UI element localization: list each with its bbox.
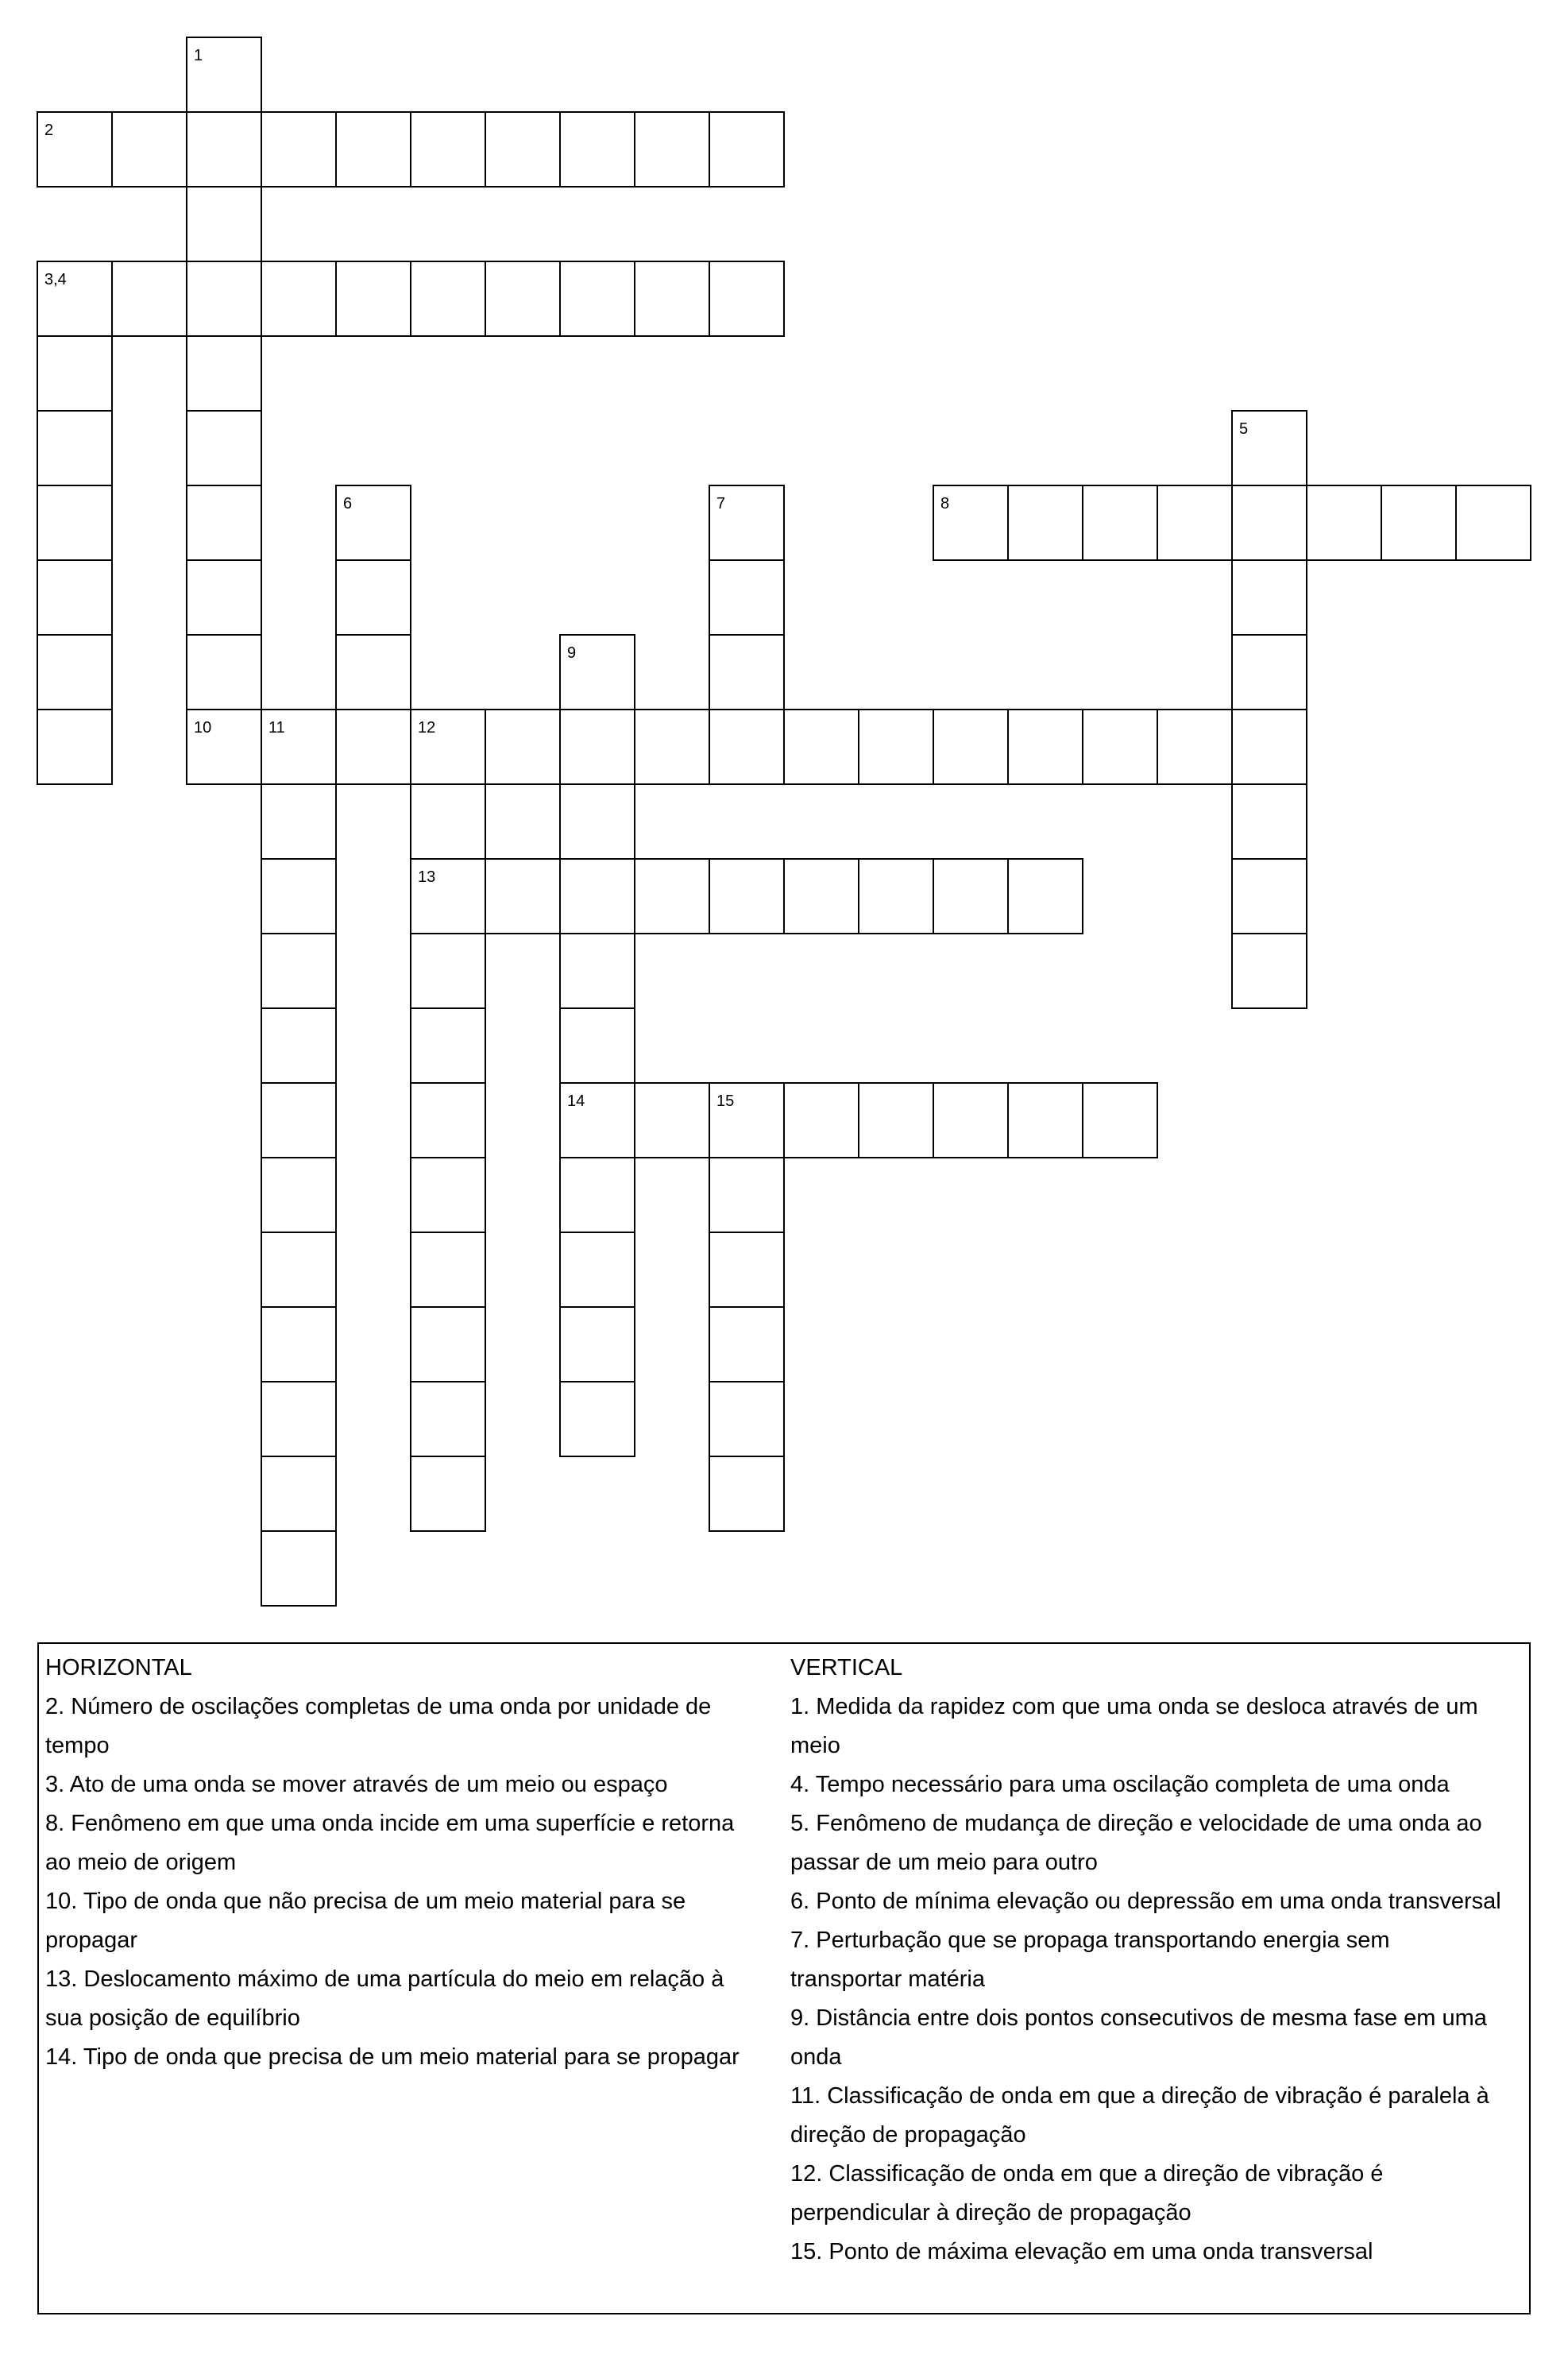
clue-horizontal-2	[45, 1688, 784, 1765]
clue-number: 11.	[790, 2083, 821, 2109]
grid-cell[interactable]	[37, 560, 112, 635]
grid-cell[interactable]	[261, 1232, 336, 1307]
clue-line	[45, 1688, 784, 1727]
clue-line	[790, 2155, 1527, 2194]
clue-text: Fenômeno em que uma onda incide em uma superfície e retorna	[71, 1811, 735, 1836]
grid-cell[interactable]	[1083, 485, 1157, 560]
clue-text: Fenômeno de mudança de direção e velocidade de uma onda ao	[816, 1811, 1482, 1836]
clue-line	[45, 1882, 784, 1921]
clue-vertical-9	[790, 1999, 1527, 2077]
grid-cell[interactable]	[411, 1307, 485, 1382]
grid-cell[interactable]	[261, 859, 336, 934]
grid-cell[interactable]	[261, 1382, 336, 1456]
clue-vertical-5	[790, 1804, 1527, 1882]
grid-cell[interactable]	[709, 1232, 784, 1307]
grid-cell[interactable]	[560, 112, 635, 187]
grid-cell[interactable]	[933, 710, 1008, 784]
clue-text: Deslocamento máximo de uma partícula do meio em relação à	[83, 1966, 724, 1992]
grid-cell[interactable]	[411, 1232, 485, 1307]
grid-cell[interactable]	[1232, 784, 1307, 859]
grid-cell[interactable]	[1381, 485, 1456, 560]
grid-cell[interactable]	[709, 1382, 784, 1456]
clue-line	[790, 1804, 1527, 1843]
grid-cell[interactable]	[336, 635, 411, 710]
clue-vertical-15	[790, 2233, 1527, 2272]
grid-cell[interactable]	[261, 1008, 336, 1083]
grid-cell[interactable]	[635, 261, 709, 336]
clue-vertical-11	[790, 2077, 1527, 2155]
grid-cell[interactable]	[784, 859, 859, 934]
clue-text: passar de um meio para outro	[790, 1850, 1098, 1875]
grid-cell[interactable]	[37, 485, 112, 560]
grid-cell[interactable]	[1083, 710, 1157, 784]
grid-cell[interactable]	[709, 635, 784, 710]
grid-cell[interactable]	[485, 859, 560, 934]
grid-cell[interactable]	[709, 261, 784, 336]
grid-cell[interactable]	[411, 1456, 485, 1531]
grid-cell[interactable]	[187, 336, 261, 411]
grid-cell[interactable]	[709, 1158, 784, 1232]
clue-line	[790, 2077, 1527, 2116]
clue-text: Distância entre dois pontos consecutivos de mesma fase em uma	[816, 2005, 1487, 2031]
grid-cell[interactable]	[411, 261, 485, 336]
clue-number: 1.	[790, 1694, 810, 1719]
grid-cell[interactable]	[1232, 934, 1307, 1008]
clue-horizontal-14	[45, 2038, 784, 2077]
grid-cell[interactable]	[1232, 485, 1307, 560]
grid-cell[interactable]	[560, 859, 635, 934]
clue-vertical-4	[790, 1765, 1527, 1804]
cell-number: 10	[194, 719, 212, 737]
grid-cell[interactable]	[560, 261, 635, 336]
clue-text: Perturbação que se propaga transportando energia sem	[816, 1928, 1390, 1953]
clue-number: 2.	[45, 1694, 65, 1719]
grid-cell[interactable]	[37, 411, 112, 485]
clue-text: perpendicular à direção de propagação	[790, 2200, 1191, 2225]
clue-number: 6.	[790, 1889, 810, 1914]
grid-cell[interactable]	[1232, 859, 1307, 934]
clue-text: propagar	[45, 1928, 138, 1953]
grid-cell[interactable]	[411, 1083, 485, 1158]
grid-cell[interactable]	[485, 710, 560, 784]
clue-line	[45, 2038, 784, 2077]
grid-cell[interactable]	[261, 112, 336, 187]
clue-number: 10.	[45, 1889, 78, 1914]
grid-cell[interactable]	[1307, 485, 1381, 560]
grid-cell[interactable]	[411, 1382, 485, 1456]
grid-cell[interactable]	[560, 784, 635, 859]
grid-cell[interactable]	[187, 261, 261, 336]
clue-line	[790, 2233, 1527, 2272]
clue-number: 8.	[45, 1811, 65, 1836]
grid-cell[interactable]	[261, 1531, 336, 1606]
clue-number: 14.	[45, 2044, 78, 2070]
clue-text: Medida da rapidez com que uma onda se desloca através de um	[816, 1694, 1478, 1719]
grid-cell[interactable]	[635, 1083, 709, 1158]
grid-cell[interactable]	[560, 1232, 635, 1307]
clue-number: 7.	[790, 1928, 810, 1953]
grid-cell[interactable]	[560, 1158, 635, 1232]
cell-number: 2	[44, 122, 54, 139]
grid-cell[interactable]	[709, 859, 784, 934]
clue-text: Tipo de onda que precisa de um meio material para se propagar	[83, 2044, 740, 2070]
clue-text: Ato de uma onda se mover através de um meio ou espaço	[69, 1772, 668, 1797]
grid-cell[interactable]	[1083, 1083, 1157, 1158]
grid-cell[interactable]	[1008, 710, 1083, 784]
vertical-heading: VERTICAL	[790, 1655, 903, 1680]
grid-cell[interactable]	[187, 635, 261, 710]
clue-horizontal-10	[45, 1882, 784, 1960]
grid-cell[interactable]	[560, 710, 635, 784]
clue-text: Número de oscilações completas de uma onda por unidade de	[71, 1694, 712, 1719]
clue-number: 15.	[790, 2239, 823, 2264]
cell-number: 9	[567, 644, 577, 662]
clue-line	[790, 1765, 1527, 1804]
clue-text: sua posição de equilíbrio	[45, 2005, 300, 2031]
clue-vertical-6	[790, 1882, 1527, 1921]
grid-cell[interactable]	[37, 336, 112, 411]
horizontal-heading: HORIZONTAL	[45, 1655, 192, 1680]
cell-number: 12	[418, 719, 436, 737]
grid-cell[interactable]	[1008, 1083, 1083, 1158]
grid-cell[interactable]	[560, 1008, 635, 1083]
grid-cell[interactable]	[560, 1307, 635, 1382]
cell-number: 8	[940, 495, 950, 512]
grid-cell[interactable]	[336, 560, 411, 635]
clue-horizontal-3	[45, 1765, 784, 1804]
grid-cell[interactable]	[261, 1158, 336, 1232]
grid-cell[interactable]	[1232, 710, 1307, 784]
clue-line	[45, 1765, 784, 1804]
horizontal-clues	[45, 1649, 784, 2077]
grid-cell[interactable]	[635, 859, 709, 934]
clue-number: 13.	[45, 1966, 78, 1992]
clue-text: meio	[790, 1733, 840, 1758]
grid-cell[interactable]	[261, 1083, 336, 1158]
grid-cell[interactable]	[485, 112, 560, 187]
grid-cell[interactable]	[187, 112, 261, 187]
clue-number: 5.	[790, 1811, 810, 1836]
grid-cell[interactable]	[485, 261, 560, 336]
grid-cell[interactable]	[859, 859, 933, 934]
grid-cell[interactable]	[411, 1008, 485, 1083]
grid-cell[interactable]	[635, 710, 709, 784]
clue-text: Classificação de onda em que a direção de vibração é paralela à	[827, 2083, 1489, 2109]
vertical-clues	[790, 1649, 1527, 2272]
grid-cell[interactable]	[635, 112, 709, 187]
grid-cell[interactable]	[859, 710, 933, 784]
cell-number: 15	[716, 1092, 735, 1110]
grid-cell[interactable]	[933, 859, 1008, 934]
clue-vertical-1	[790, 1688, 1527, 1765]
grid-cell[interactable]	[261, 934, 336, 1008]
clue-number: 4.	[790, 1772, 810, 1797]
grid-cell[interactable]	[1008, 485, 1083, 560]
grid-cell[interactable]	[1232, 560, 1307, 635]
clue-text: tempo	[45, 1733, 110, 1758]
clue-line	[45, 1960, 784, 1999]
grid-cell[interactable]	[112, 112, 187, 187]
clue-number: 9.	[790, 2005, 810, 2031]
clue-line	[790, 1999, 1527, 2038]
clue-line	[45, 1804, 784, 1843]
grid-cell[interactable]	[1157, 485, 1232, 560]
grid-cell[interactable]	[784, 710, 859, 784]
grid-cell[interactable]	[709, 560, 784, 635]
grid-cell[interactable]	[709, 1307, 784, 1382]
clue-horizontal-13	[45, 1960, 784, 2038]
grid-cell[interactable]	[336, 710, 411, 784]
grid-cell[interactable]	[261, 261, 336, 336]
grid-cell[interactable]	[261, 1456, 336, 1531]
grid-cell[interactable]	[411, 934, 485, 1008]
clue-text: direção de propagação	[790, 2122, 1026, 2148]
clue-number: 3.	[45, 1772, 65, 1797]
grid-cell[interactable]	[411, 1158, 485, 1232]
clue-text: Tempo necessário para uma oscilação completa de uma onda	[815, 1772, 1450, 1797]
grid-cell[interactable]	[709, 710, 784, 784]
cell-number: 13	[418, 868, 436, 886]
clue-text: Ponto de mínima elevação ou depressão em uma onda transversal	[816, 1889, 1501, 1914]
clue-text: transportar matéria	[790, 1966, 985, 1992]
cell-number: 14	[567, 1092, 585, 1110]
grid-cell[interactable]	[560, 934, 635, 1008]
clue-box	[37, 1642, 1531, 2314]
cell-number: 3,4	[44, 271, 67, 288]
grid-cell[interactable]	[709, 112, 784, 187]
grid-cell[interactable]	[1232, 635, 1307, 710]
grid-cell[interactable]	[261, 1307, 336, 1382]
grid-cell[interactable]	[336, 112, 411, 187]
clue-line	[790, 1921, 1527, 1960]
grid-cell[interactable]	[411, 112, 485, 187]
grid-cell[interactable]	[187, 560, 261, 635]
grid-cell[interactable]	[560, 1382, 635, 1456]
cell-number: 1	[194, 47, 203, 64]
grid-cells	[37, 37, 1531, 1606]
cell-number: 6	[343, 495, 353, 512]
cell-number: 11	[268, 719, 285, 737]
clue-line	[790, 1882, 1527, 1921]
clue-horizontal-8	[45, 1804, 784, 1882]
clue-vertical-7	[790, 1921, 1527, 1999]
clue-number: 12.	[790, 2161, 823, 2187]
grid-cell[interactable]	[187, 485, 261, 560]
grid-cell[interactable]	[784, 1083, 859, 1158]
cell-number: 7	[716, 495, 726, 512]
grid-cell[interactable]	[187, 187, 261, 261]
cell-number: 5	[1239, 420, 1249, 438]
clue-vertical-12	[790, 2155, 1527, 2233]
clue-text: ao meio de origem	[45, 1850, 237, 1875]
grid-cell[interactable]	[37, 635, 112, 710]
grid-cell[interactable]	[709, 1456, 784, 1531]
grid-cell[interactable]	[411, 784, 485, 859]
grid-cell[interactable]	[1008, 859, 1083, 934]
grid-cell[interactable]	[261, 784, 336, 859]
grid-cell[interactable]	[336, 261, 411, 336]
clue-text: Classificação de onda em que a direção de vibração é	[828, 2161, 1384, 2187]
grid-cell[interactable]	[1456, 485, 1531, 560]
grid-cell[interactable]	[933, 1083, 1008, 1158]
clue-text: Ponto de máxima elevação em uma onda transversal	[828, 2239, 1373, 2264]
clue-text: Tipo de onda que não precisa de um meio material para se	[83, 1889, 686, 1914]
grid-cell[interactable]	[112, 261, 187, 336]
clue-text: onda	[790, 2044, 842, 2070]
grid-cell[interactable]	[37, 710, 112, 784]
grid-cell[interactable]	[859, 1083, 933, 1158]
grid-cell[interactable]	[1157, 710, 1232, 784]
grid-cell[interactable]	[187, 411, 261, 485]
clue-line	[790, 1688, 1527, 1727]
